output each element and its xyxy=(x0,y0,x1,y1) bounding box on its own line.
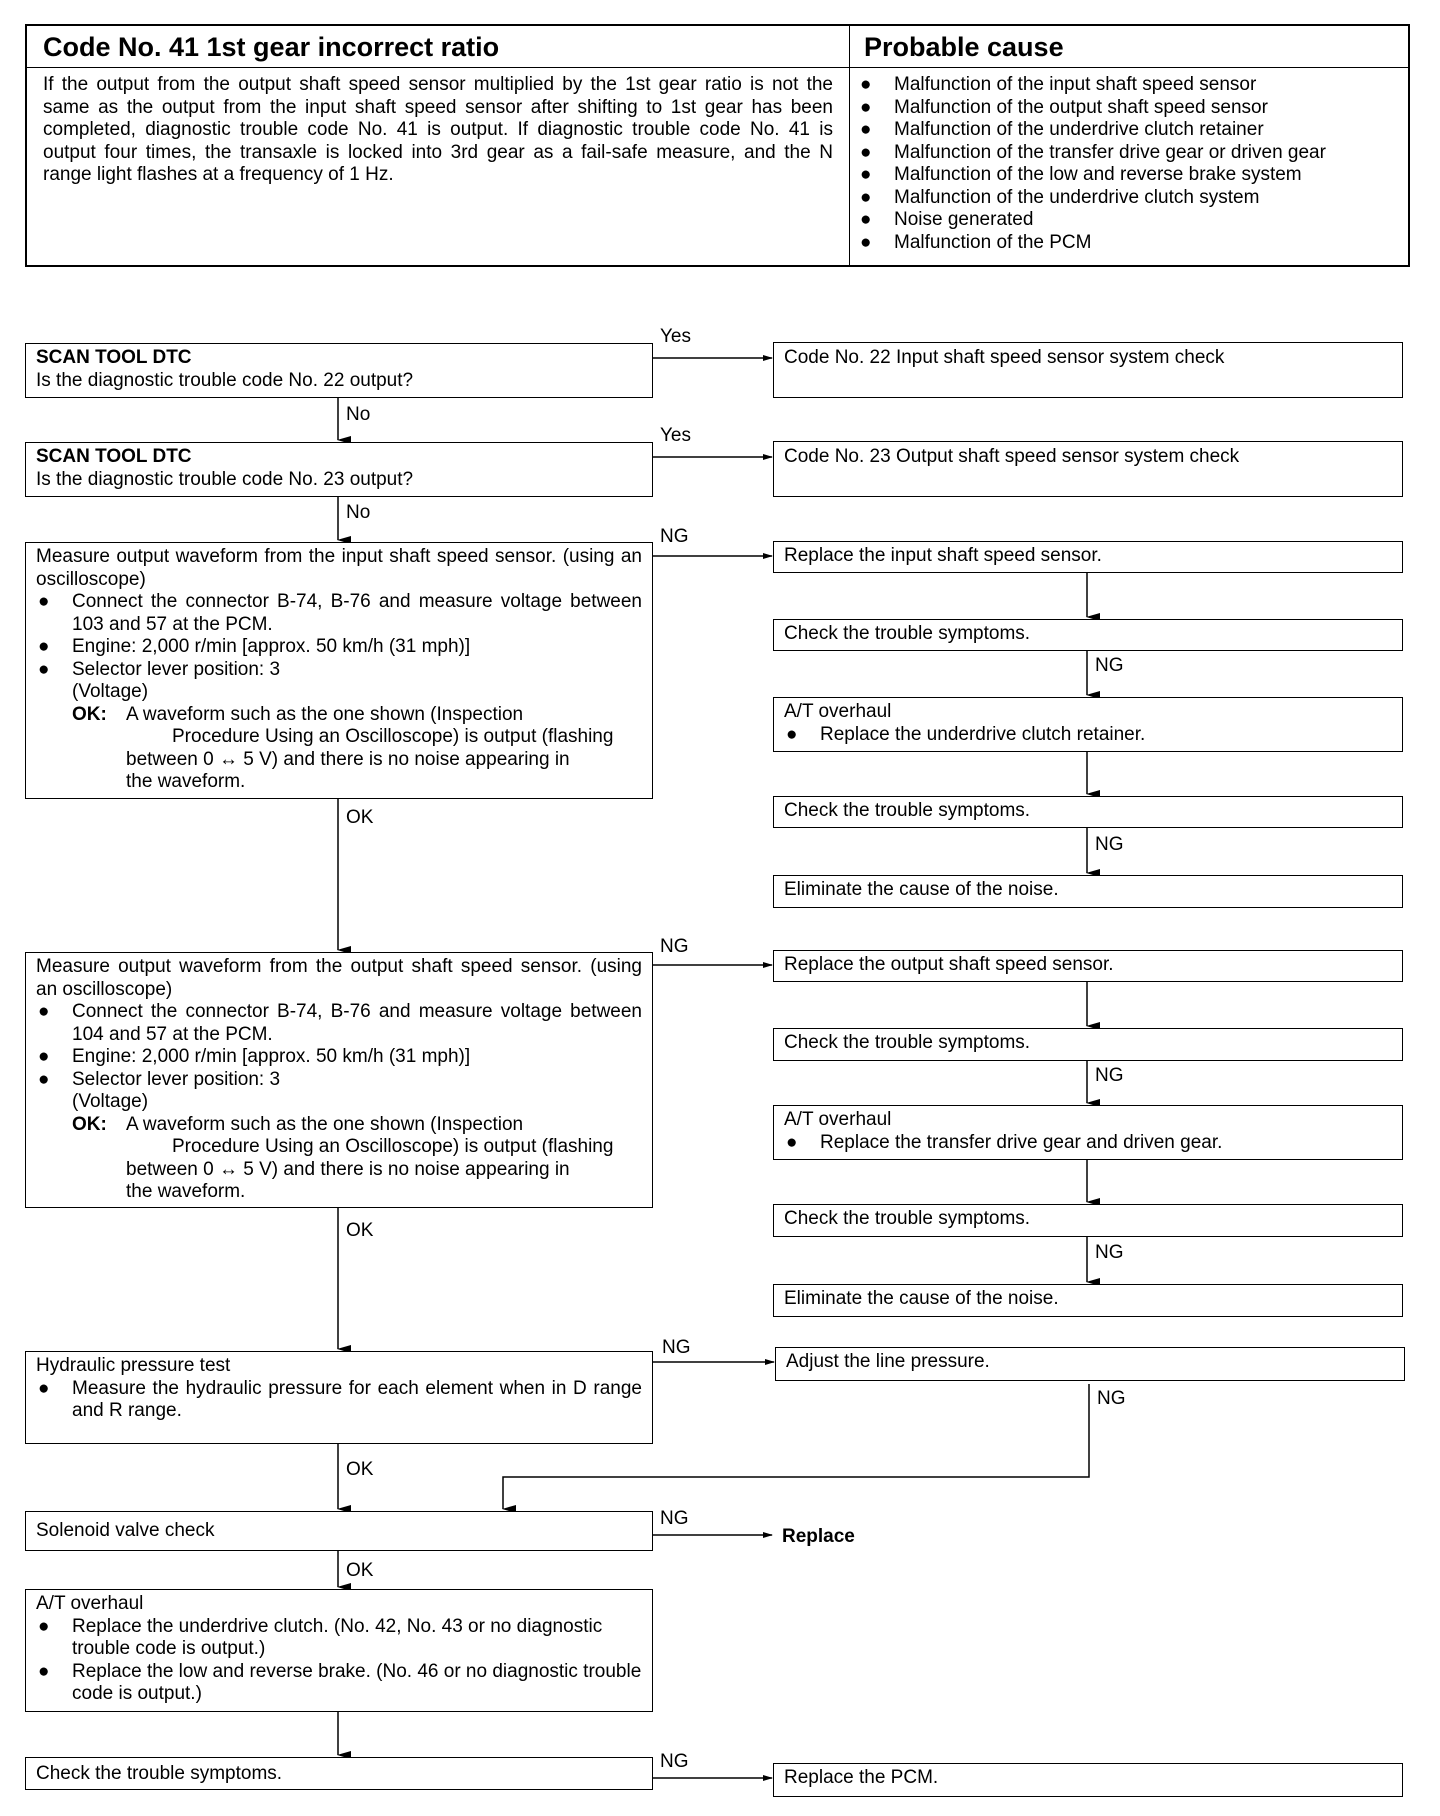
final-overhaul-title: A/T overhaul xyxy=(36,1593,144,1614)
input-waveform-box: Measure output waveform from the input shaft speed sensor. (using an oscilloscope) ● Connect the connector B-74, B-76 and measure voltage between 103 and 57 at the PCM. ● Engine: 2,000 r/min [approx. 50 km/h (31 mph)] ● Selector lever position: 3 (Voltage) OK: A waveform such as the one shown (Inspection Procedure Using an Oscilloscope) is output (flashing between 0 ↔ 5 V) and there is no noise appearing in the waveform. xyxy=(25,542,653,799)
ok-criteria: OK: A waveform such as the one shown (Inspection xyxy=(72,703,524,725)
list-item: ● Replace the underdrive clutch. (No. 42, No. 43 or no diagnostic trouble code is output.) xyxy=(38,1615,603,1659)
probable-cause-item: ● Malfunction of the low and reverse brake system xyxy=(860,164,1302,185)
probable-cause-item: ● Malfunction of the input shaft speed sensor xyxy=(860,74,1257,95)
solenoid-check-box xyxy=(25,1511,653,1551)
input-check2-box: Check the trouble symptoms. xyxy=(773,796,1403,828)
replace-output-sensor-box: Replace the output shaft speed sensor. xyxy=(773,950,1403,982)
adjust-line-pressure-box: Adjust the line pressure. xyxy=(775,1347,1405,1381)
dtc23-question: Is the diagnostic trouble code No. 23 output? xyxy=(36,468,414,490)
label-ng-output: NG xyxy=(660,936,689,957)
dtc22-question: Is the diagnostic trouble code No. 22 output? xyxy=(36,369,414,391)
list-item: ● Measure the hydraulic pressure for each element when in D range and R range. xyxy=(38,1377,642,1421)
list-item: ● Engine: 2,000 r/min [approx. 50 km/h (31 mph)] xyxy=(38,1046,471,1067)
list-item: ● Replace the low and reverse brake. (No. 46 or no diagnostic trouble code is output.) xyxy=(38,1660,642,1704)
output-waveform-bullets xyxy=(36,1001,642,1091)
output-eliminate-box: Eliminate the cause of the noise. xyxy=(773,1284,1403,1317)
probable-cause-item: ● Noise generated xyxy=(860,209,1034,230)
label-ng: NG xyxy=(1095,655,1124,676)
header-table xyxy=(25,24,1410,267)
label-ok-output: OK xyxy=(346,1220,374,1241)
label-ok-solenoid: OK xyxy=(346,1560,374,1581)
label-ng: NG xyxy=(1095,834,1124,855)
solenoid-title: Solenoid valve check xyxy=(36,1520,215,1541)
label-ng-input: NG xyxy=(660,526,689,547)
probable-cause-item: ● Malfunction of the transfer drive gear or driven gear xyxy=(860,141,1326,163)
input-overhaul-box: A/T overhaul ● Replace the underdrive clutch retainer. xyxy=(773,697,1403,752)
list-item: ● Replace the transfer drive gear and driven gear. xyxy=(786,1131,1223,1153)
label-ok-input: OK xyxy=(346,807,374,828)
output-waveform-title: Measure output waveform from the output shaft speed sensor. (using an oscilloscope) xyxy=(36,956,642,1000)
replace-pcm-box: Replace the PCM. xyxy=(773,1763,1403,1797)
ok-criteria: OK: A waveform such as the one shown (Inspection xyxy=(72,1113,524,1135)
list-item: ● Connect the connector B-74, B-76 and measure voltage between 103 and 57 at the PCM. xyxy=(38,591,642,635)
final-check-box: Check the trouble symptoms. xyxy=(25,1757,653,1790)
label-ng-final: NG xyxy=(660,1751,689,1772)
label-yes-22: Yes xyxy=(660,326,691,347)
dtc22-check-box xyxy=(25,343,653,398)
dtc23-check-box xyxy=(25,442,653,497)
list-item: ● Selector lever position: 3 xyxy=(38,658,281,680)
output-waveform-box: Measure output waveform from the output shaft speed sensor. (using an oscilloscope) ● Connect the connector B-74, B-76 and measure voltage between 104 and 57 at the PCM. ● Engine: 2,000 r/min [approx. 50 km/h (31 mph)] ● Selector lever position: 3 (Voltage) OK: A waveform such as the one shown (Inspection Procedure Using an Oscilloscope) is output (flashing between 0 ↔ 5 V) and there is no noise appearing in the waveform. xyxy=(25,952,653,1208)
dtc22-yes-box: Code No. 22 Input shaft speed sensor system check xyxy=(773,342,1403,398)
dtc23-yes-box: Code No. 23 Output shaft speed sensor system check xyxy=(773,441,1403,497)
label-ng-adjust: NG xyxy=(1097,1388,1126,1409)
hydraulic-test-box xyxy=(25,1351,653,1444)
list-item: ● Connect the connector B-74, B-76 and measure voltage between 104 and 57 at the PCM. xyxy=(38,1001,642,1045)
list-item: ● Replace the underdrive clutch retainer. xyxy=(786,723,1146,745)
label-ng-solenoid: NG xyxy=(660,1508,689,1529)
label-yes-23: Yes xyxy=(660,425,691,446)
label-ok-hydraulic: OK xyxy=(346,1459,374,1480)
page-title: Code No. 41 1st gear incorrect ratio xyxy=(27,26,850,68)
solenoid-replace: Replace xyxy=(782,1526,855,1547)
label-ng: NG xyxy=(1095,1065,1124,1086)
dtc22-title: SCAN TOOL DTC xyxy=(36,347,192,368)
code-description: If the output from the output shaft speed sensor multiplied by the 1st gear ratio is not the same as the output from the input shaft speed sensor after shifting to 1st gear has been completed, diagnostic trouble code No. 41 is output. If diagnostic trouble code No. 41 is output four times, the transaxle is locked into 3rd gear as a fail-safe measure, and the N range light flashes at a frequency of 1 Hz. xyxy=(27,68,850,265)
probable-cause-item: ● Malfunction of the output shaft speed sensor xyxy=(860,96,1268,118)
input-eliminate-box: Eliminate the cause of the noise. xyxy=(773,875,1403,908)
probable-cause-heading: Probable cause xyxy=(850,26,1408,68)
list-item: ● Engine: 2,000 r/min [approx. 50 km/h (31 mph)] xyxy=(38,636,471,657)
label-no-23: No xyxy=(346,502,371,523)
voltage-label: (Voltage) xyxy=(72,681,149,702)
probable-cause-item: ● Malfunction of the underdrive clutch retainer xyxy=(860,119,1264,140)
probable-cause-item: ● Malfunction of the underdrive clutch system xyxy=(860,186,1260,208)
voltage-label: (Voltage) xyxy=(72,1091,149,1112)
output-overhaul-box: A/T overhaul ● Replace the transfer drive gear and driven gear. xyxy=(773,1105,1403,1160)
probable-cause-list xyxy=(850,68,1408,265)
label-no-22: No xyxy=(346,404,371,425)
input-waveform-title: Measure output waveform from the input shaft speed sensor. (using an oscilloscope) xyxy=(36,546,642,590)
hydraulic-title: Hydraulic pressure test xyxy=(36,1355,231,1376)
final-overhaul-box xyxy=(25,1589,653,1712)
dtc23-title: SCAN TOOL DTC xyxy=(36,446,192,467)
list-item: ● Selector lever position: 3 xyxy=(38,1068,281,1090)
probable-cause-item: ● Malfunction of the PCM xyxy=(860,231,1092,253)
output-check1-box: Check the trouble symptoms. xyxy=(773,1028,1403,1061)
output-check2-box: Check the trouble symptoms. xyxy=(773,1204,1403,1237)
input-check1-box: Check the trouble symptoms. xyxy=(773,619,1403,651)
label-ng-hydraulic: NG xyxy=(662,1337,691,1358)
label-ng: NG xyxy=(1095,1242,1124,1263)
replace-input-sensor-box: Replace the input shaft speed sensor. xyxy=(773,541,1403,573)
input-waveform-bullets xyxy=(36,591,642,681)
